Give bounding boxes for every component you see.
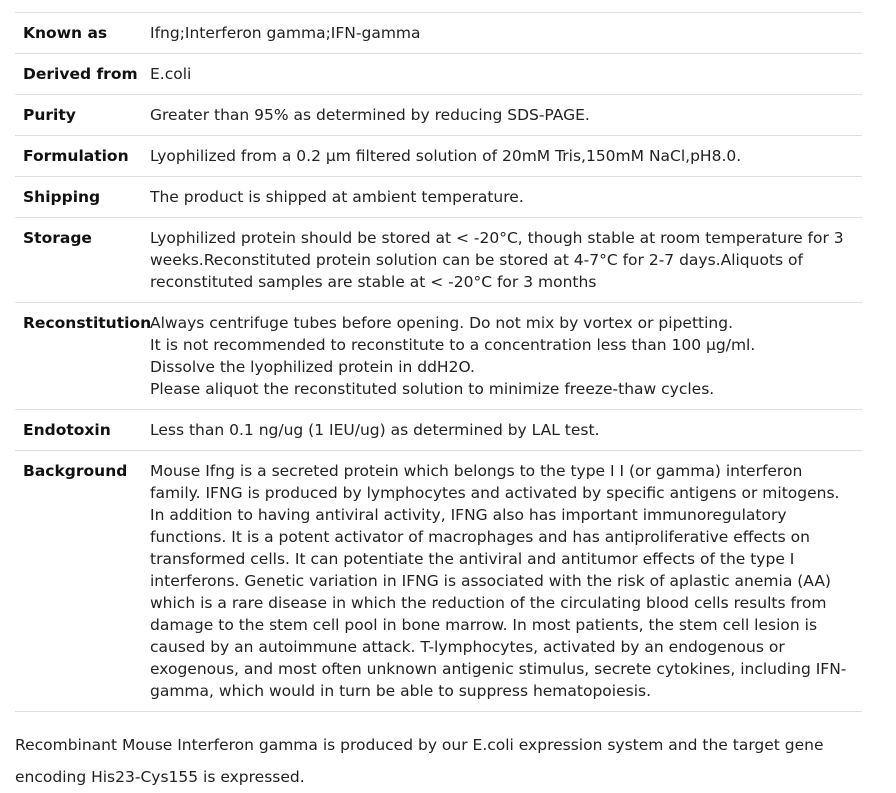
spec-row-derived-from: [15, 54, 862, 95]
spec-value: Lyophilized from a 0.2 μm filtered solution of 20mM Tris,150mM NaCl,pH8.0.: [142, 136, 862, 177]
spec-row-background: [15, 451, 862, 712]
spec-row-formulation: [15, 136, 862, 177]
spec-value: [142, 303, 862, 410]
spec-label: Formulation: [15, 136, 142, 177]
spec-value: E.coli: [142, 54, 862, 95]
product-description: Recombinant Mouse Interferon gamma is produced by our E.coli expression system and the target gene encoding His23-Cys155 is expressed.: [15, 735, 824, 786]
spec-label: Shipping: [15, 177, 142, 218]
spec-label: Storage: [15, 218, 142, 303]
spec-row-reconstitution: [15, 303, 862, 410]
spec-value: Ifng;Interferon gamma;IFN-gamma: [142, 13, 862, 54]
spec-label: Derived from: [15, 54, 142, 95]
spec-row-endotoxin: [15, 410, 862, 451]
spec-label: Background: [15, 451, 142, 712]
reconstitution-line: It is not recommended to reconstitute to a concentration less than 100 μg/ml.: [150, 336, 756, 354]
spec-row-purity: [15, 95, 862, 136]
spec-value: Greater than 95% as determined by reducing SDS-PAGE.: [142, 95, 862, 136]
spec-row-storage: [15, 218, 862, 303]
spec-value: The product is shipped at ambient temperature.: [142, 177, 862, 218]
reconstitution-line: Please aliquot the reconstituted solution to minimize freeze-thaw cycles.: [150, 380, 715, 398]
spec-value: Less than 0.1 ng/ug (1 IEU/ug) as determined by LAL test.: [142, 410, 862, 451]
product-spec-table: [15, 12, 862, 712]
reconstitution-line: Dissolve the lyophilized protein in ddH2O.: [150, 358, 475, 376]
spec-row-shipping: [15, 177, 862, 218]
spec-value: Lyophilized protein should be stored at < -20°C, though stable at room temperature for 3 weeks.Reconstituted protein solution can be stored at 4-7°C for 2-7 days.Aliquots of reconstituted samples are stable at < -20°C for 3 months: [142, 218, 862, 303]
spec-value: Mouse Ifng is a secreted protein which belongs to the type I I (or gamma) interferon family. IFNG is produced by lymphocytes and activated by specific antigens or mitogens. In addition to having antiviral activity, IFNG also has important immunoregulatory functions. It is a potent activator of macrophages and has antiproliferative effects on transformed cells. It can potentiate the antiviral and antitumor effects of the type I interferons. Genetic variation in IFNG is associated with the risk of aplastic anemia (AA) which is a rare disease in which the reduction of the circulating blood cells results from damage to the stem cell pool in bone marrow. In most patients, the stem cell lesion is caused by an autoimmune attack. T-lymphocytes, activated by an endogenous or exogenous, and most often unknown antigenic stimulus, secrete cytokines, including IFN-gamma, which would in turn be able to suppress hematopoiesis.: [142, 451, 862, 712]
spec-label: Endotoxin: [15, 410, 142, 451]
spec-label: Purity: [15, 95, 142, 136]
spec-row-known-as: [15, 13, 862, 54]
reconstitution-line: Always centrifuge tubes before opening. Do not mix by vortex or pipetting.: [150, 314, 733, 332]
spec-label: Reconstitution: [15, 303, 142, 410]
spec-label: Known as: [15, 13, 142, 54]
